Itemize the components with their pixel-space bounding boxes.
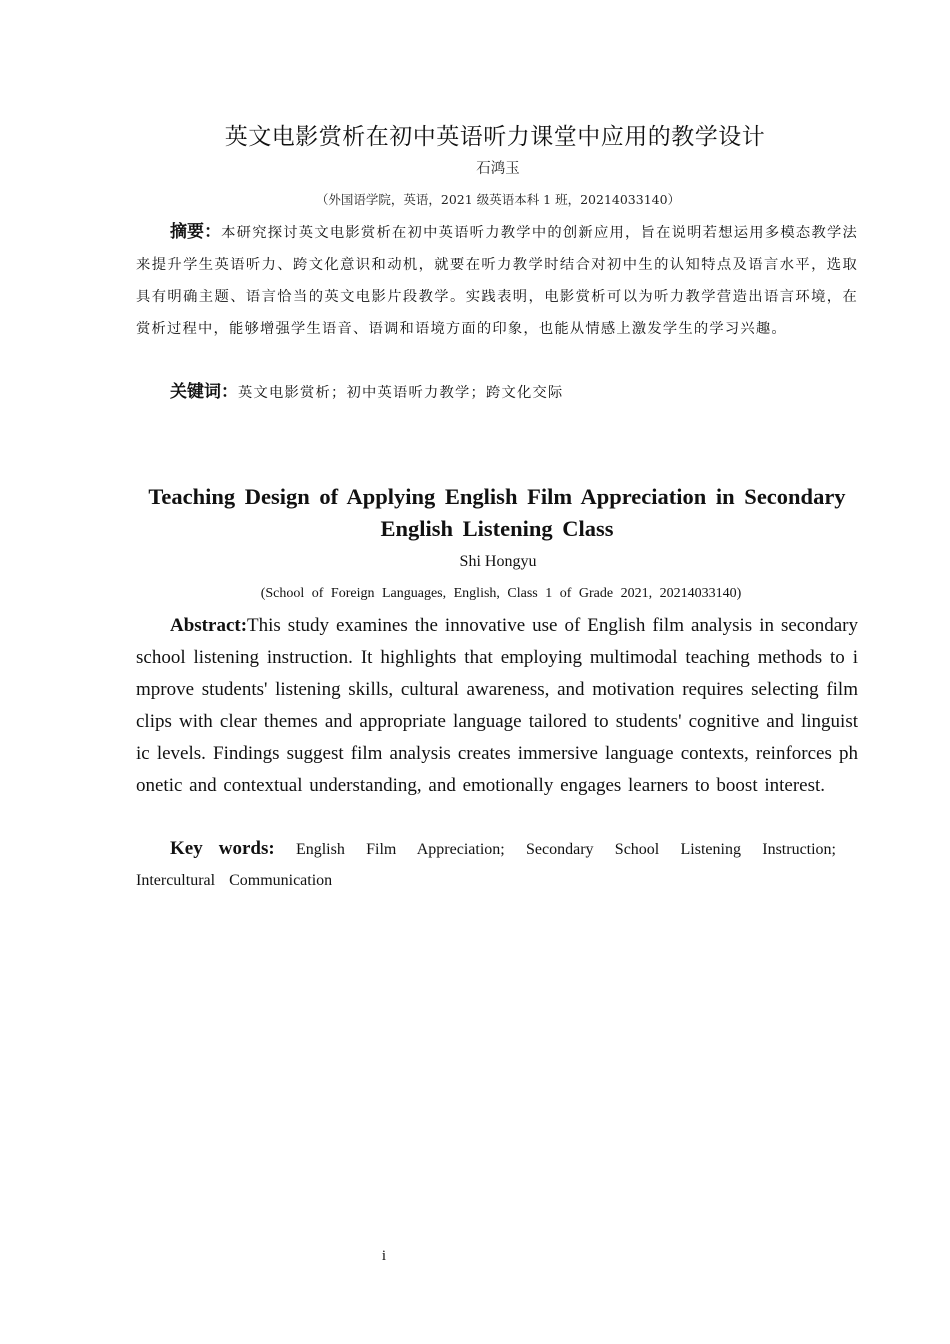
chinese-abstract-text: 本研究探讨英文电影赏析在初中英语听力教学中的创新应用，旨在说明若想运用多模态教学法来提升学生英语听力、跨文化意识和动机，就要在听力教学时结合对初中生的认知特点及语言水平，选取具有明确主题、语言恰当的英文电影片段教学。实践表明，电影赏析可以为听力教学营造出语言环境，在赏析过程中，能够增强学生语音、语调和语境方面的印象，也能从情感上激发学生的学习兴趣。 — [136, 225, 859, 337]
page-number: i — [381, 1248, 387, 1264]
chinese-keywords-text: 英文电影赏析；初中英语听力教学；跨文化交际 — [238, 385, 564, 401]
chinese-abstract — [136, 216, 858, 345]
chinese-author: 石鸿玉 — [476, 161, 520, 177]
chinese-affiliation: （外国语学院，英语，2021 级英语本科 1 班，20214033140） — [315, 192, 681, 207]
chinese-keywords — [136, 376, 858, 409]
english-abstract-text: This study examines the innovative use of English film analysis in secondary school listening instruction. It highlights that employing multimodal teaching methods to improve students' listening skills, cultural awareness, and motivation requires selecting film clips with clear themes and appropriate language tailored to students' cognitive and linguistic levels. Findings suggest film analysis creates immersive language contexts, reinforces phonetic and contextual understanding, and emotionally engages learners to boost interest. — [136, 615, 858, 796]
english-abstract — [136, 610, 858, 802]
english-affiliation: (School of Foreign Languages, English, Class 1 of Grade 2021, 20214033140) — [260, 586, 742, 601]
english-title: Teaching Design of Applying English Film Appreciation in Secondary English Listening Class — [148, 484, 846, 541]
english-abstract-label: Abstract: — [170, 615, 248, 636]
chinese-abstract-label: 摘要： — [170, 222, 222, 242]
chinese-keywords-label: 关键词： — [170, 382, 238, 402]
english-author: Shi Hongyu — [459, 553, 537, 570]
english-keywords-label: Key words: — [170, 838, 275, 859]
english-keywords — [136, 833, 836, 896]
chinese-title: 英文电影赏析在初中英语听力课堂中应用的教学设计 — [224, 124, 766, 150]
english-keywords-text: English Film Appreciation; Secondary School Listening Instruction; Intercultural Communication — [136, 841, 837, 889]
